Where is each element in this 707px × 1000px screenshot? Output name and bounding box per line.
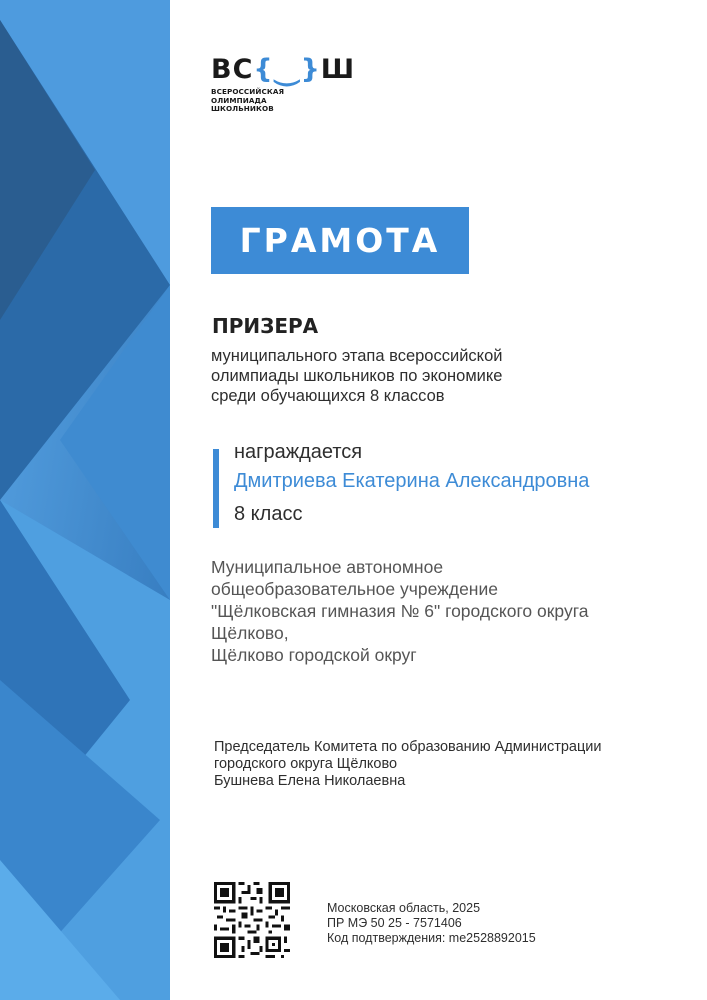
document-footer bbox=[327, 901, 536, 946]
awarded-label: награждается bbox=[234, 441, 363, 463]
award-heading: ПРИЗЕРА bbox=[212, 314, 319, 338]
award-subject: муниципального этапа всероссийской олимпиады школьников по экономике среди обучающихся 8 классов bbox=[211, 347, 503, 405]
school-name: Муниципальное автономное общеобразовательное учреждение "Щёлковская гимназия № 6" городского округа Щёлково, Щёлково городской округ bbox=[211, 557, 589, 665]
logo-subtitle: ВСЕРОССИЙСКАЯ ОЛИМПИАДА ШКОЛЬНИКОВ bbox=[211, 87, 285, 113]
region-year: Московская область, 2025 bbox=[327, 901, 481, 915]
title-banner: ГРАМОТА bbox=[211, 207, 469, 274]
decorative-side-band bbox=[0, 0, 170, 1000]
signatory-block: Председатель Комитета по образованию Администрации городского округа Щёлково Бушнева Елена Николаевна bbox=[214, 739, 602, 789]
logo-mark: ВС{⏝}Ш bbox=[211, 54, 356, 85]
recipient-name: Дмитриева Екатерина Александровна bbox=[234, 470, 590, 492]
recipient-grade: 8 класс bbox=[234, 503, 303, 525]
document-number: ПР МЭ 50 25 - 7571406 bbox=[327, 916, 462, 930]
olympiad-logo bbox=[211, 56, 355, 114]
accent-bar bbox=[213, 449, 219, 528]
confirmation-code: Код подтверждения: me2528892015 bbox=[327, 931, 536, 945]
qr-code-icon bbox=[214, 882, 290, 958]
